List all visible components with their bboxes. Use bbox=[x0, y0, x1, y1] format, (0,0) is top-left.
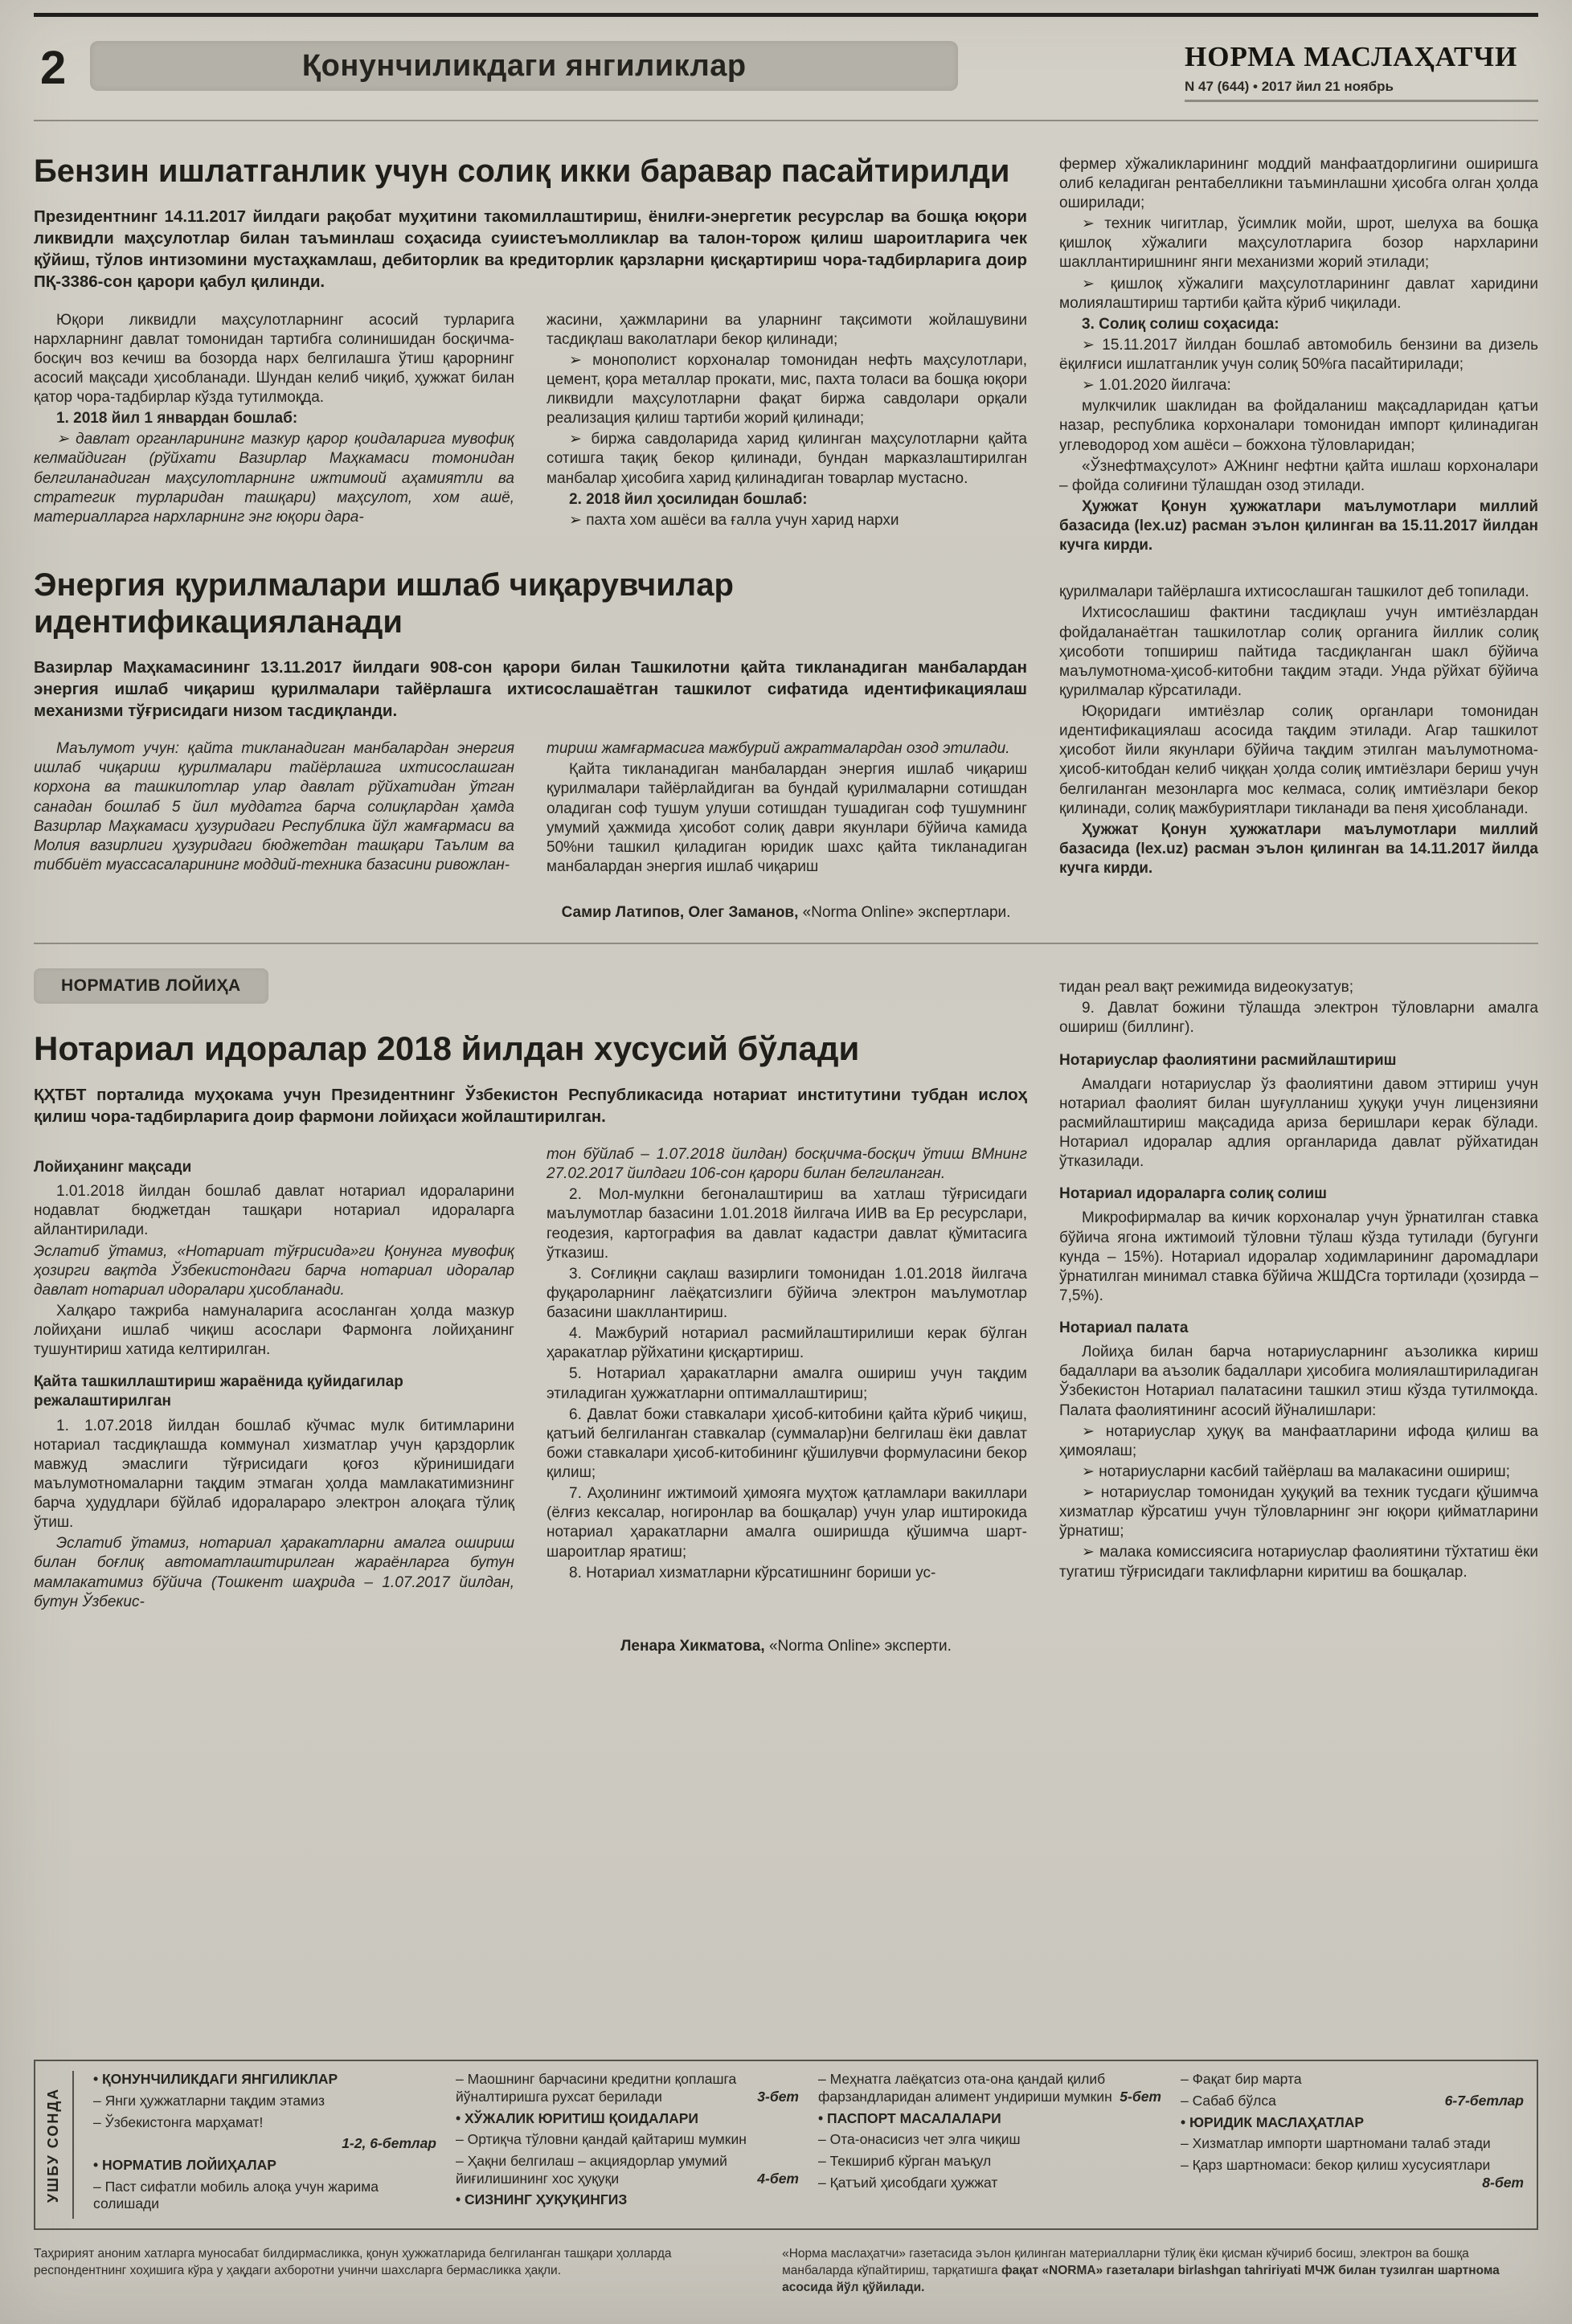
section-banner-title: Қонунчиликдаги янгиликлар bbox=[301, 48, 747, 83]
toc-column bbox=[456, 2071, 799, 2219]
table-of-contents bbox=[34, 2060, 1538, 2230]
paragraph: – Янги ҳужжатларни тақдим этамиз bbox=[93, 2092, 325, 2109]
paragraph: ➢ техник чигитлар, ўсимлик мойи, шрот, шелуха ва бошқа қишлоқ хўжалиги маҳсулотларига бозор нархларини шакллантиришнинг янги механизми жорий этилади; bbox=[1059, 215, 1538, 272]
paragraph: Юқоридаги имтиёзлар солиқ органлари томонидан идентификациялаш асосида тақдим этилади. Агар ташкилот ҳисобот йили якунлари бўйича тақдим этилган маълумотнома-ҳисоб-китобдан келиб чиққан ҳолда солиқ имтиёзлари бериш учун белгиланган мезонларга мос келмаса, солиқ имтиёзлари бекор қилинади, солиқ мажбуриятлари тикланади ва пеня ҳисобланади. bbox=[1059, 703, 1538, 817]
byline-names: Ленара Хикматова, bbox=[620, 1637, 765, 1655]
paragraph: ➢ 15.11.2017 йилдан бошлаб автомобиль бензини ва дизель ёқилғиси ишлатганлик учун солиқ 50%га пасайтирилади; bbox=[1059, 336, 1538, 373]
article-body bbox=[34, 739, 1027, 878]
page-footer bbox=[34, 2246, 1538, 2297]
paragraph: Эслатиб ўтамиз, «Нотариат тўғрисида»ги Қонунга мувофиқ ҳозирги вақтда Ўзбекистондаги барча нотариал идоралар давлат нотариал идоралари ҳисобланади. bbox=[34, 1242, 514, 1299]
top-articles-section bbox=[34, 145, 1538, 880]
paragraph: ➢ 1.01.2020 йилгача: bbox=[1082, 377, 1231, 395]
article-column bbox=[547, 311, 1027, 532]
issue-info: N 47 (644) • 2017 йил 21 ноябрь bbox=[1185, 79, 1538, 102]
paragraph: • ХЎЖАЛИК ЮРИТИШ ҚОИДАЛАРИ bbox=[456, 2109, 698, 2126]
paragraph: 1.01.2018 йилдан бошлаб давлат нотариал идораларини нодавлат бюджетдан ташқари нотариал идораларга айлантирилади. bbox=[34, 1183, 514, 1239]
paragraph: 1. 2018 йил 1 январдан бошлаб: bbox=[56, 410, 298, 428]
toc-column bbox=[818, 2071, 1161, 2219]
article-energy-devices bbox=[34, 567, 1027, 878]
newspaper-title: НОРМА МАСЛАҲАТЧИ bbox=[1185, 41, 1518, 72]
section-label-chip: НОРМАТИВ ЛОЙИҲА bbox=[34, 968, 268, 1004]
page-number: 2 bbox=[40, 42, 67, 94]
notarial-section bbox=[34, 968, 1538, 1614]
paragraph: 3. Соғлиқни сақлаш вазирлиги томонидан 1.01.2018 йилгача фуқароларнинг лаёқатсизлиги бўйича электрон маълумотлар базасини шакллантириш. bbox=[547, 1265, 1027, 1322]
article-column bbox=[1059, 583, 1538, 878]
paragraph: Эслатиб ўтамиз, нотариал ҳаракатларни амалга ошириш билан боғлиқ автоматлаштирилган жараёнларга бутун мамлакатимиз бўйича (Тошкент шаҳрида – 1.07.2017 йилдан, бутун Ўзбекис- bbox=[34, 1535, 514, 1610]
byline-experts bbox=[34, 904, 1538, 922]
top-rule bbox=[34, 13, 1538, 17]
paragraph: Қайта тикланадиган манбалардан энергия ишлаб чиқариш қурилмалари тайёрлайдиган ва бундай қурилмаларни сотишдан оладиган соф тушум улуши сотишдан тушадиган соф тушумнинг умумий ҳажмида ҳисобот солиқ даври якунлари бўйича камида 50%ни ташкил қиладиган юридик шахс қайта тикланадиган манбалардан энергия ишлаб чиқариш bbox=[547, 761, 1027, 875]
article-column bbox=[34, 739, 514, 878]
paragraph: – Маошнинг барчасини кредитни қоплашга йўналтиришга рухсат берилади 3-бет bbox=[456, 2071, 799, 2105]
article-benzin-tax bbox=[34, 153, 1027, 532]
paragraph: ➢ нотариуслар томонидан ҳуқуқий ва техник тусдаги қўшимча хизматлар кўрсатиш учун тўловларнинг энг юқори қийматларини ўрнатиш; bbox=[1059, 1484, 1538, 1540]
footer-editorial-note: Таҳририят аноним хатларга муносабат билдирмасликка, қонун ҳужжатларида белгиланган ташқари ҳолларда респондентнинг хоҳишига кўра у ҳақдаги ахборотни учинчи шахсларга бермасликка ҳақли. bbox=[34, 2247, 672, 2278]
paragraph: Нотариал идораларга солиқ солиш bbox=[1059, 1185, 1327, 1203]
byline-role: «Norma Online» экспертлари. bbox=[802, 904, 1011, 922]
paragraph: Микрофирмалар ва кичик корхоналар учун ўрнатилган ставка бўйича ягона ижтимоий тўловни тўлаш кўзда тутилади (бугунги кунда – 15%). Нотариал идоралар ходимларининг даромадлари ўрнатилган минимал ставка бўйича ЖШДСга тортилади (ҳозирда – 7,5%). bbox=[1059, 1209, 1538, 1304]
toc-column bbox=[1181, 2071, 1524, 2219]
paragraph: тон бўйлаб – 1.07.2018 йилдан) босқичма-босқич ўтиш ВМнинг 27.02.2017 йилдаги 106-сон қарори билан белгиланган. bbox=[547, 1146, 1027, 1183]
paragraph: • СИЗНИНГ ҲУҚУҚИНГИЗ bbox=[456, 2191, 628, 2208]
paragraph: Халқаро тажриба намуналарига асосланган ҳолда мазкур лойиҳани ишлаб чиқиш асослари Фармонга лойиҳанинг тушунтириш хатида келтирилган. bbox=[34, 1302, 514, 1359]
paragraph: • ҚОНУНЧИЛИКДАГИ ЯНГИЛИКЛАР bbox=[93, 2071, 338, 2088]
paragraph: 6. Давлат божи ставкалари ҳисоб-китобини қайта кўриб чиқиш, қатъий белгиланган ставкалар (суммалар)ни белгилаш ёки давлат божи ставкалари ҳисоб-китобининг қўшилувчи формуласини бекор қилиш; bbox=[547, 1405, 1027, 1482]
header-divider bbox=[34, 120, 1538, 121]
byline-expert bbox=[34, 1638, 1538, 1655]
paragraph: – Текшириб кўрган маъқул bbox=[818, 2152, 992, 2169]
paragraph: мулкчилик шаклидан ва фойдаланиш мақсадларидан қатъи назар, республика корхоналари томонидан импорт қилинадиган углеводород хом ашёси – божхона тўловларидан; bbox=[1059, 398, 1538, 454]
article-lead: Президентнинг 14.11.2017 йилдаги рақобат муҳитини такомиллаштириш, ёнилғи-энергетик ресурслар ва бошқа юқори ликвидли маҳсулотлар билан таъминлаш соҳасида суиистеъмолликлар ва талон-торож қилиш шароитларига чек қўйиш, тўлов интизомини мустаҳкамлаш, дебиторлик ва кредиторлик қарзларни қисқартириш чора-тадбирларига доир ПҚ-3386-сон қарори қабул қилинди. bbox=[34, 207, 1027, 292]
page-ref: 6-7-бетлар bbox=[1444, 2092, 1524, 2109]
nameplate bbox=[1185, 41, 1538, 102]
paragraph: – Меҳнатга лаёқатсиз ота-она қандай қилиб фарзандларидан алимент ундириши мумкин 5-бет bbox=[818, 2071, 1161, 2105]
paragraph: Нотариал палата bbox=[1059, 1320, 1189, 1336]
paragraph: – Ўзбекистонга марҳамат! bbox=[93, 2113, 264, 2130]
paragraph: – Фақат бир марта bbox=[1181, 2071, 1302, 2088]
article-body bbox=[34, 311, 1027, 532]
paragraph: Амалдаги нотариуслар ўз фаолиятини давом эттириш учун нотариал фаолият билан шуғулланиш ҳуқуқи учун лицензияни расмийлаштириш мақсадида ариза беришлари керак бўлади. Нотариал идоралар адлия органларида давлат рўйхатидан ўтказилади. bbox=[1059, 1075, 1538, 1171]
byline-role: «Norma Online» эксперти. bbox=[768, 1637, 952, 1655]
paragraph: 1-2, 6-бетлар bbox=[342, 2135, 436, 2152]
paragraph: Лойиҳа билан барча нотариусларнинг аъзоликка кириш бадаллари ва аъзолик бадаллари ҳисобига молиялаштириладиган Ўзбекистон Нотариал палатасини ташкил этиш кўзда тутилмоқда. Палата фаолиятининг асосий йўналишлари: bbox=[1059, 1344, 1538, 1419]
paragraph: ➢ малака комиссиясига нотариуслар фаолиятини тўхтатиш ёки тугатиш тўғрисидаги таклифларни киритиш ва бошқалар. bbox=[1059, 1544, 1538, 1581]
paragraph: ➢ давлат органларининг мазкур қарор қоидаларига мувофиқ келмайдиган (рўйхати Вазирлар Маҳкамаси томонидан белгиланадиган маҳсулотларнинг ижтимоий аҳамиятли ва стратегик турларидан ташқари) маҳсулот, хом ашё, материалларга нархларнинг энг юқори дара- bbox=[34, 431, 514, 526]
section-divider bbox=[34, 943, 1538, 944]
paragraph: жасини, ҳажмларини ва уларнинг тақсимоти жойлашувини тасдиқлаш ваколатлари бекор қилинади; bbox=[547, 311, 1027, 348]
article-lead: ҚҲТБТ порталида муҳокама учун Президентнинг Ўзбекистон Республикасида нотариат институтини тубдан ислоҳ қилиш чора-тадбирларига доир фармони лойиҳаси жойлаштирилган. bbox=[34, 1086, 1027, 1127]
paragraph: 2. 2018 йил ҳосилидан бошлаб: bbox=[569, 490, 808, 508]
paragraph: ➢ биржа савдоларида харид қилинган маҳсулотларни қайта сотишга тақиқ бекор қилинади, бундан марказлаштирилган манбалар ҳисобига харид қилинадиган товарлар мустасно. bbox=[547, 431, 1027, 487]
bottom-group bbox=[34, 2045, 1538, 2297]
paragraph: – Ота-онасисиз чет элга чиқиш bbox=[818, 2131, 1021, 2148]
paragraph: ➢ қишлоқ хўжалиги маҳсулотларининг давлат харидини молиялаштириш тартиби қайта кўриб чиқилади. bbox=[1059, 275, 1538, 312]
page-header bbox=[34, 41, 1538, 102]
paragraph: – Қатъий ҳисобдаги ҳужжат bbox=[818, 2174, 998, 2191]
notarial-right-column bbox=[1059, 968, 1538, 1614]
paragraph: • ПАСПОРТ МАСАЛАЛАРИ bbox=[818, 2109, 1001, 2126]
paragraph: ➢ нотариуслар ҳуқуқ ва манфаатларини ифода қилиш ва ҳимоялаш; bbox=[1059, 1422, 1538, 1459]
paragraph: қурилмалари тайёрлашга ихтисослашган ташкилот деб топилади. bbox=[1059, 583, 1529, 601]
paragraph: 9. Давлат божини тўлашда электрон тўловларни амалга ошириш (биллинг). bbox=[1059, 1000, 1538, 1037]
page-ref: 8-бет bbox=[1482, 2174, 1524, 2191]
paragraph: Юқори ликвидли маҳсулотларнинг асосий турларига нархларнинг давлат томонидан тартибга солинишидан босқичма-босқич воз кечиш ва бозорда нарх белгилашга ўтиш қарорнинг асосий мақсади ҳисобланади. Шундан келиб чиқиб, ҳужжат билан қатор чора-тадбирлар кўзда тутилмоқда. bbox=[34, 311, 514, 407]
page-ref: 3-бет bbox=[757, 2088, 799, 2105]
footer-copyright-note bbox=[782, 2246, 1534, 2297]
paragraph: ➢ монополист корхоналар томонидан нефть маҳсулотлари, цемент, қора металлар прокати, мис, пахта толаси ва бошқа юқори ликвидли маҳсулотларни фақат биржа савдолари орқали реализация қилиш тартиби жорий қилинади; bbox=[547, 351, 1027, 428]
paragraph: • НОРМАТИВ ЛОЙИҲАЛАР bbox=[93, 2156, 276, 2173]
paragraph: 1. 1.07.2018 йилдан бошлаб кўчмас мулк битимларини нотариал тасдиқлашда коммунал хизматлар учун қарздорлик мавжуд эмаслиги тўғрисидаги қоғоз кўринишидаги маълумотномаларни тақдим этмаган ҳолда мамлакатимизнинг барча ҳудудлари бўйлаб идоралараро электрон алоқага тўлиқ ўтиш. bbox=[34, 1417, 514, 1532]
paragraph: Ихтисослашиш фактини тасдиқлаш учун имтиёзлардан фойдаланаётган ташкилотлар солиқ органига йиллик солиқ ҳисоботи топшириш пайтида тасдиқланган шакл бўйича маълумотнома-ҳисоб-китобни тақдим этади. Унда рўйхат бўйича қурилмалар кўрсатилади. bbox=[1059, 604, 1538, 699]
paragraph: ➢ пахта хом ашёси ва ғалла учун харид нархи bbox=[569, 511, 899, 529]
page-ref: 4-бет bbox=[757, 2170, 799, 2187]
article-lead: Вазирлар Маҳкамасининг 13.11.2017 йилдаги 908-сон қарори билан Ташкилотни қайта тикланадиган манбалардан энергия ишлаб чиқариш қурилмалари тайёрлашга ихтисослашаётган ташкилот сифатида идентификациялаш механизми тўғрисидаги низом тасдиқланди. bbox=[34, 658, 1027, 721]
paragraph: 8. Нотариал хизматларни кўрсатишнинг бориши ус- bbox=[569, 1564, 936, 1581]
paragraph: Қайта ташкиллаштириш жараёнида қуйидагилар режалаштирилган bbox=[34, 1373, 403, 1410]
page-ref: 5-бет bbox=[1120, 2088, 1161, 2105]
paragraph: ➢ нотариусларни касбий тайёрлаш ва малакасини ошириш; bbox=[1082, 1463, 1510, 1480]
notarial-left bbox=[34, 968, 1027, 1614]
paragraph: 3. Солиқ солиш соҳасида: bbox=[1082, 315, 1279, 333]
paragraph: фермер хўжаликларининг моддий манфаатдорлигини оширишга олиб келадиган рентабелликни таъминлашни ҳисобга олган ҳолда оширилади; bbox=[1059, 155, 1538, 211]
paragraph: Лойиҳанинг мақсади bbox=[34, 1159, 192, 1176]
top-articles-left bbox=[34, 145, 1027, 880]
paragraph: – Ҳақни белгилаш – акциядорлар умумий йиғилишининг хос ҳуқуқи 4-бет bbox=[456, 2152, 799, 2187]
footer-copyright-bold: фақат «NORMA» газеталари birlashgan tahririyati МЧЖ билан тузилган шартнома асосида йўл қўйилади. bbox=[782, 2264, 1500, 2295]
top-articles-right-column bbox=[1059, 145, 1538, 880]
paragraph: тириш жамғармасига мажбурий ажратмалардан озод этилади. bbox=[547, 740, 1010, 758]
article-column bbox=[547, 739, 1027, 878]
paragraph: 5. Нотариал ҳаракатларни амалга ошириш учун тақдим этиладиган ҳужжатларни оптималлаштириш; bbox=[547, 1365, 1027, 1402]
article-column bbox=[34, 1145, 514, 1614]
paragraph: Ҳужжат Қонун ҳужжатлари маълумотлари миллий базасида (lex.uz) расман эълон қилинган ва 14.11.2017 йилда кучга кирди. bbox=[1059, 820, 1538, 877]
section-banner bbox=[90, 41, 958, 91]
article-title: Нотариал идоралар 2018 йилдан хусусий бўлади bbox=[34, 1029, 860, 1068]
article-column bbox=[34, 311, 514, 532]
paragraph: Ҳужжат Қонун ҳужжатлари маълумотлари миллий базасида (lex.uz) расман эълон қилинган ва 15.11.2017 йилдан кучга кирди. bbox=[1059, 497, 1538, 554]
toc-column bbox=[93, 2071, 436, 2219]
paragraph: 7. Аҳолининг ижтимоий ҳимояга муҳтож қатламлари вакиллари (ёлғиз кексалар, ногиронлар ва бошқалар) учун улар иштирокида нотариал ҳаракатларни амалга оширишда қўшимча шарт-шароитлар яратиш; bbox=[547, 1485, 1027, 1561]
paragraph: Нотариуслар фаолиятини расмийлаштириш bbox=[1059, 1051, 1397, 1069]
article-column bbox=[547, 1145, 1027, 1614]
toc-vertical-label: УШБУ СОНДА bbox=[45, 2087, 62, 2203]
article-column bbox=[1059, 978, 1538, 1582]
paragraph: – Ортиқча тўловни қандай қайтариш мумкин bbox=[456, 2131, 747, 2148]
article-body bbox=[34, 1145, 1027, 1614]
footer-copyright-text: «Норма маслаҳатчи» газетасида эълон қилинган материалларни тўлиқ ёки қисман кўчириб босиш, электрон ва бошқа манбаларда кўпайтириш, тарқатишга bbox=[782, 2247, 1469, 2278]
paragraph: тидан реал вақт режимида видеокузатув; bbox=[1059, 979, 1354, 996]
paragraph: – Қарз шартномаси: бекор қилиш хусусиятлари 8-бет bbox=[1181, 2156, 1524, 2191]
toc-label-cell bbox=[35, 2071, 74, 2219]
paragraph: 4. Мажбурий нотариал расмийлаштирилиши керак бўлган ҳаракатлар рўйхатини қисқартириш. bbox=[547, 1325, 1027, 1362]
byline-names: Самир Латипов, Олег Заманов, bbox=[561, 904, 799, 922]
article-column bbox=[1059, 155, 1538, 556]
paragraph: • ЮРИДИК МАСЛАҲАТЛАР bbox=[1181, 2113, 1365, 2130]
article-notarial bbox=[34, 1029, 1027, 1614]
paragraph: 2. Мол-мулкни бегоналаштириш ва хатлаш тўғрисидаги маълумотлар базасини 1.01.2018 йилгача ИИВ ва Ер ресурслари, геодезия, картография ва давлат кадастри давлат қўмитасига ўтказиш. bbox=[547, 1186, 1027, 1262]
article-title: Энергия қурилмалари ишлаб чиқарувчилар идентификацияланади bbox=[34, 567, 734, 640]
paragraph: – Сабаб бўлса 6-7-бетлар bbox=[1181, 2092, 1524, 2109]
paragraph: «Ўзнефтмаҳсулот» АЖнинг нефтни қайта ишлаш корхоналари – фойда солиғини тўлашдан озод этилади. bbox=[1059, 457, 1538, 494]
article-title: Бензин ишлатганлик учун солиқ икки баравар пасайтирилди bbox=[34, 153, 1010, 189]
paragraph: – Паст сифатли мобиль алоқа учун жарима солишади bbox=[93, 2178, 379, 2212]
paragraph: Маълумот учун: қайта тикланадиган манбалардан энергия ишлаб чиқариш қурилмалари тайёрлашга ихтисослашган корхона ва ташкилотлар улар давлат рўйхатидан ўтган санадан бошлаб 5 йил муддатга барча солиқлардан ҳамда Вазирлар Маҳкамаси ҳузуридаги Республика йўл жамғармаси ва Молия вазирлиги ҳузуридаги бюджетдан ташқари Таълим ва тиббиёт муассасаларининг моддий-техника базасини ривожлан- bbox=[34, 740, 514, 874]
paragraph: – Хизматлар импорти шартномани талаб этади bbox=[1181, 2135, 1491, 2152]
